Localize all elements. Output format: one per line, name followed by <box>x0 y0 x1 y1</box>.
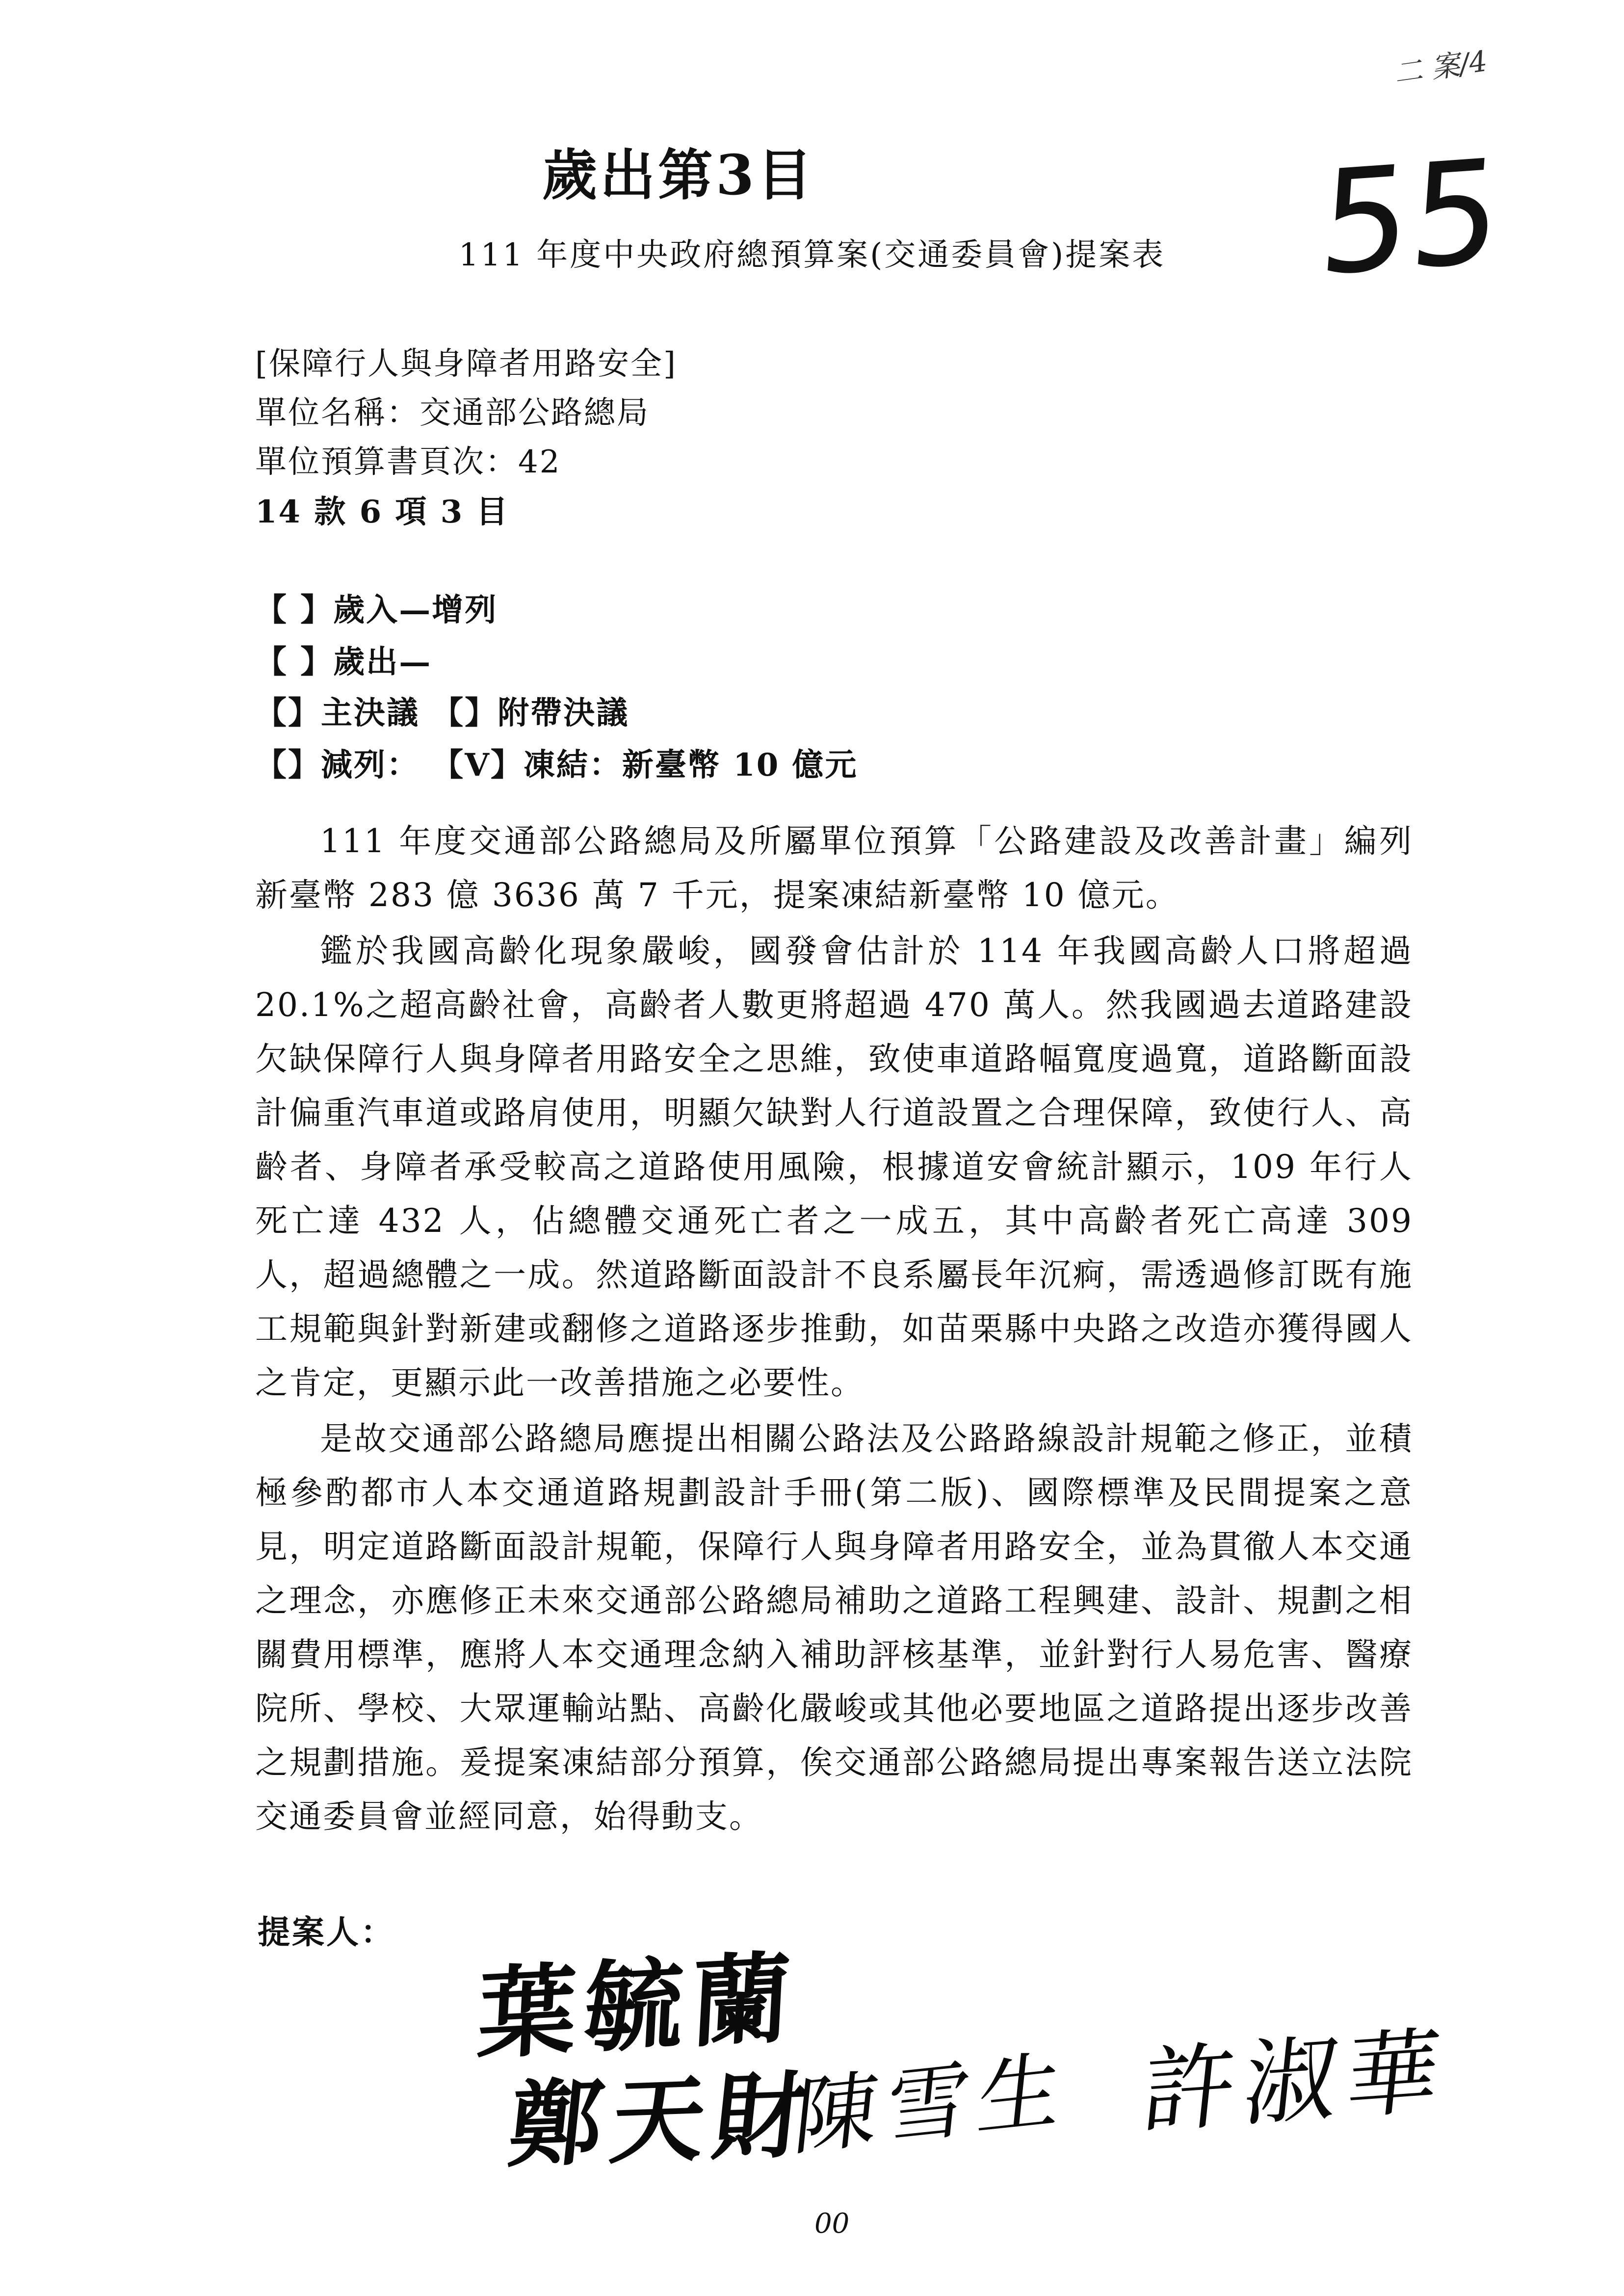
budget-page: 單位預算書頁次：42 <box>255 444 561 480</box>
proposer-label: 提案人： <box>258 1913 395 1951</box>
signature-4: 許淑華 <box>1137 2016 1454 2147</box>
option-revenue-increase: 【 】歲入—增列 <box>255 592 498 628</box>
body-paragraph-2: 鑑於我國高齡化現象嚴峻，國發會估計於 114 年我國高齡人口將超過 20.1%之超高齡社會，高齡者人數更將超過 470 萬人。然我國過去道路建設欠缺保障行人與身障者用路安全之思維，致使車道路幅寬度過寬，道路斷面設計偏重汽車道或路肩使用，明顯欠缺對人行道設置之合理保障，致使行人、高齡者、身障者承受較高之道路使用風險，根據道安會統計顯示，109 年行人死亡達 432 人，佔總體交通死亡者之一成五，其中高齡者死亡高達 309 人，超過總體之一成。然道路斷面設計不良系屬長年沉痾，需透過修訂既有施工規範與針對新建或翻修之道路逐步推動，如苗栗縣中央路之改造亦獲得國人之肯定，更顯示此一改善措施之必要性。 <box>255 932 1413 1402</box>
signature-1: 葉毓蘭 <box>475 1940 802 2073</box>
option-reduce-freeze: 【】減列： 【V】凍結：新臺幣 10 億元 <box>255 747 858 783</box>
body-paragraph-1: 111 年度交通部公路總局及所屬單位預算「公路建設及改善計畫」編列新臺幣 283 億 3636 萬 7 千元，提案凍結新臺幣 10 億元。 <box>255 822 1413 914</box>
proposal-subject: [保障行人與身障者用路安全] <box>255 346 677 382</box>
budget-section: 14 款 6 項 3 目 <box>255 494 509 530</box>
handwritten-corner-note: 二 案/4 <box>1391 44 1490 90</box>
proposal-number: 55 <box>1314 128 1507 308</box>
signature-3: 陳雪生 <box>789 2040 1075 2168</box>
proposal-body <box>255 814 1413 1846</box>
body-paragraph-3: 是故交通部公路總局應提出相關公路法及公路路線設計規範之修正，並積極參酌都市人本交通道路規劃設計手冊(第二版)、國際標準及民間提案之意見，明定道路斷面設計規範，保障行人與身障者用路安全，並為貫徹人本交通之理念，亦應修正未來交通部公路總局補助之道路工程興建、設計、規劃之相關費用標準，應將人本交通理念納入補助評核基準，並針對行人易危害、醫療院所、學校、大眾運輸站點、高齡化嚴峻或其他必要地區之道路提出逐步改善之規劃措施。爰提案凍結部分預算，俟交通部公路總局提出專案報告送立法院交通委員會並經同意，始得動支。 <box>255 1420 1413 1835</box>
document-title: 111 年度中央政府總預算案(交通委員會)提案表 <box>458 237 1166 273</box>
stamp-title: 歲出第3目 <box>542 143 815 208</box>
option-expenditure: 【 】歲出— <box>255 644 432 680</box>
unit-name: 單位名稱：交通部公路總局 <box>255 395 650 431</box>
option-resolution: 【】主決議 【】附帶決議 <box>255 695 629 731</box>
signature-2: 鄭天財 <box>503 2060 822 2181</box>
signature-mark: 00 <box>814 2208 850 2240</box>
